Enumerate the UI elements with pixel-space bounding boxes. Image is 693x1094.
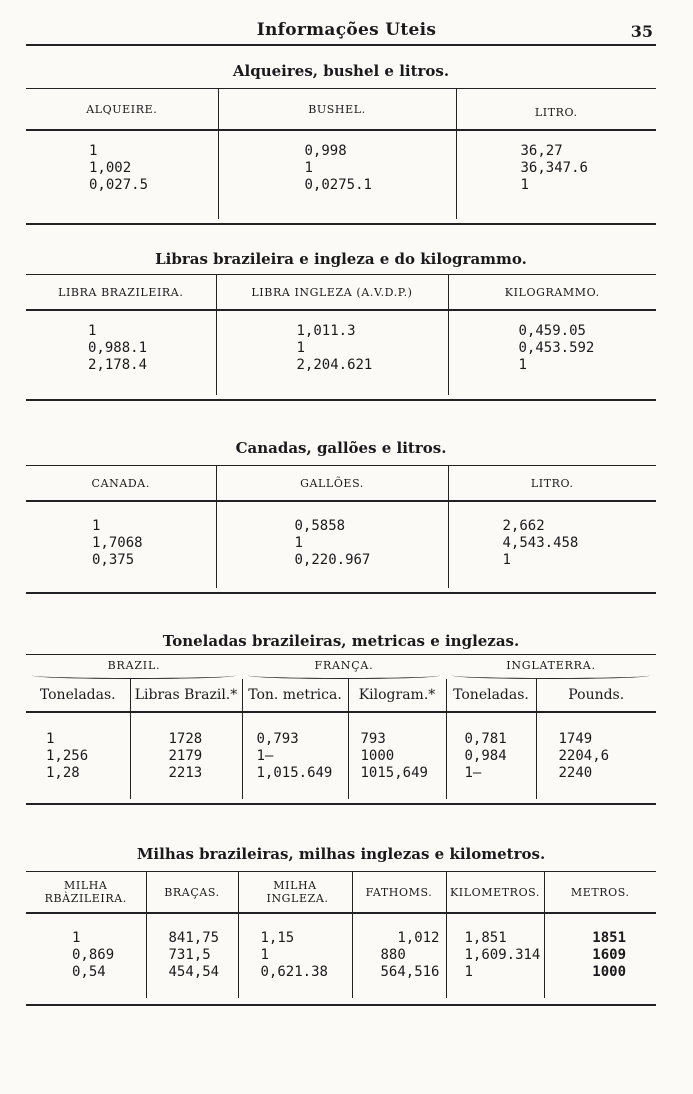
col-header: LIBRA BRAZILEIRA. xyxy=(58,285,184,299)
cell: 1,609.314 xyxy=(464,947,541,963)
cell: 0,5858 xyxy=(294,518,346,534)
page-title: Informações Uteis xyxy=(256,20,437,40)
column-header-row xyxy=(26,89,656,129)
cell: 1,011.3 xyxy=(296,323,356,339)
cell: 1 xyxy=(296,340,305,356)
table-title: Milhas brazileiras, milhas inglezas e kilometros. xyxy=(136,845,546,863)
cell: 36,27 xyxy=(520,143,563,159)
cell: 0,988.1 xyxy=(88,340,148,356)
col-header: Pounds. xyxy=(536,679,656,711)
col-header: FATHOMS. xyxy=(352,872,446,912)
cell: 0,375 xyxy=(92,552,135,568)
page-number: 35 xyxy=(630,22,653,41)
cell: 454,54 xyxy=(168,964,220,980)
libras-values xyxy=(26,311,656,395)
cell: 0,998 xyxy=(304,143,347,159)
cell: 1 xyxy=(304,160,313,176)
cell: 1— xyxy=(464,765,482,781)
toneladas-values xyxy=(26,713,656,799)
table-title: Libras brazileira e ingleza e do kilogrammo. xyxy=(155,250,527,268)
cell: 1015,649 xyxy=(360,765,428,781)
col-header: KILOGRAMMO. xyxy=(448,275,656,309)
cell: 1,28 xyxy=(46,765,80,781)
cell: 1749 xyxy=(558,731,593,747)
cell: 1609 xyxy=(592,947,626,963)
milhas-table xyxy=(26,872,656,912)
col-header: LITRO. xyxy=(456,89,656,129)
column-header-row xyxy=(26,466,656,500)
group-header: BRAZIL. xyxy=(107,659,161,672)
cell: 1— xyxy=(256,748,274,764)
toneladas-table xyxy=(26,679,656,711)
cell: 1 xyxy=(89,143,98,159)
cell: 0,54 xyxy=(72,964,106,980)
cell: 2204,6 xyxy=(558,748,610,764)
table-milhas xyxy=(26,843,656,1006)
table-title: Canadas, gallões e litros. xyxy=(235,439,447,457)
cell: 2240 xyxy=(558,765,593,781)
table-row xyxy=(26,914,656,998)
col-header: METROS. xyxy=(544,872,656,912)
cell: 793 xyxy=(360,731,386,747)
table-row xyxy=(26,502,656,588)
cell: 2213 xyxy=(168,765,203,781)
cell: 1000 xyxy=(360,748,395,764)
cell: 1 xyxy=(518,357,527,373)
cell: 0,984 xyxy=(464,748,507,764)
alqueires-table xyxy=(26,89,656,129)
table-canadas xyxy=(26,437,656,594)
cell: 1,15 xyxy=(260,930,295,946)
milhas-values xyxy=(26,914,656,998)
cell: 2179 xyxy=(168,748,203,764)
cell: 0,453.592 xyxy=(518,340,595,356)
cell: 1 xyxy=(88,323,97,339)
cell: 1,851 xyxy=(464,930,507,946)
table-row xyxy=(26,311,656,395)
table-title: Toneladas brazileiras, metricas e inglezas. xyxy=(162,632,520,650)
col-header: Toneladas. xyxy=(446,679,536,711)
col-header: Kilogram.* xyxy=(348,679,446,711)
cell: 1728 xyxy=(168,731,203,747)
cell: 1 xyxy=(294,535,303,551)
cell: 1,015.649 xyxy=(256,765,333,781)
cell: 0,869 xyxy=(72,947,115,963)
cell: 0,459.05 xyxy=(518,323,586,339)
column-header-row xyxy=(26,679,656,711)
cell: 0,621.38 xyxy=(260,964,328,980)
col-header: GALLÕES. xyxy=(216,466,448,500)
cell: 0,793 xyxy=(256,731,299,747)
table-row xyxy=(26,713,656,799)
cell: 2,178.4 xyxy=(88,357,148,373)
cell: 1,002 xyxy=(89,160,132,176)
alqueires-values xyxy=(26,131,656,219)
cell: 1,7068 xyxy=(92,535,143,551)
table-libras xyxy=(26,248,656,401)
cell: 1000 xyxy=(592,964,626,980)
col-header: ALQUEIRE. xyxy=(86,102,158,116)
table-row xyxy=(26,131,656,219)
cell: 731,5 xyxy=(168,947,211,963)
cell: 1 xyxy=(520,177,529,193)
cell: 2,204.621 xyxy=(296,357,373,373)
cell: 2,662 xyxy=(502,518,545,534)
cell: 564,516 xyxy=(380,964,440,980)
table-title: Alqueires, bushel e litros. xyxy=(232,62,450,80)
column-header-row xyxy=(26,275,656,309)
cell: 1 xyxy=(260,947,269,963)
group-header-row xyxy=(26,655,656,679)
cell: 0,220.967 xyxy=(294,552,371,568)
header-rule xyxy=(26,44,656,46)
cell: 1 xyxy=(46,731,55,747)
libras-table xyxy=(26,275,656,309)
col-header: Libras Brazil.* xyxy=(130,679,242,711)
group-header: INGLATERRA. xyxy=(506,659,596,672)
col-header: KILOMETROS. xyxy=(446,872,544,912)
group-header: FRANÇA. xyxy=(314,659,374,672)
toneladas-groups xyxy=(26,655,656,679)
cell: 1 xyxy=(72,930,81,946)
cell: 1 xyxy=(92,518,101,534)
col-header: MILHA INGLEZA. xyxy=(238,872,352,912)
cell: 1,256 xyxy=(46,748,89,764)
cell: 4,543.458 xyxy=(502,535,579,551)
canadas-table xyxy=(26,466,656,500)
col-header: LIBRA INGLEZA (A.V.D.P.) xyxy=(216,275,448,309)
cell: 0,027.5 xyxy=(89,177,149,193)
col-header: Ton. metrica. xyxy=(242,679,348,711)
page-header xyxy=(0,20,693,44)
table-toneladas xyxy=(26,630,656,805)
table-alqueires xyxy=(26,60,656,225)
col-header: BRAÇAS. xyxy=(146,872,238,912)
col-header: LITRO. xyxy=(448,466,656,500)
col-header: Toneladas. xyxy=(39,687,116,703)
cell: 1,012 xyxy=(397,930,440,946)
column-header-row xyxy=(26,872,656,912)
cell: 1 xyxy=(502,552,511,568)
col-header: MILHA RBÀZILEIRA. xyxy=(44,879,127,905)
canadas-values xyxy=(26,502,656,588)
col-header: BUSHEL. xyxy=(218,89,456,129)
cell: 1 xyxy=(464,964,473,980)
cell: 36,347.6 xyxy=(520,160,588,176)
cell: 880 xyxy=(380,947,406,963)
cell: 0,0275.1 xyxy=(304,177,372,193)
cell: 0,781 xyxy=(464,731,507,747)
col-header: CANADA. xyxy=(91,476,150,490)
cell: 841,75 xyxy=(168,930,220,946)
cell: 1851 xyxy=(592,930,626,946)
